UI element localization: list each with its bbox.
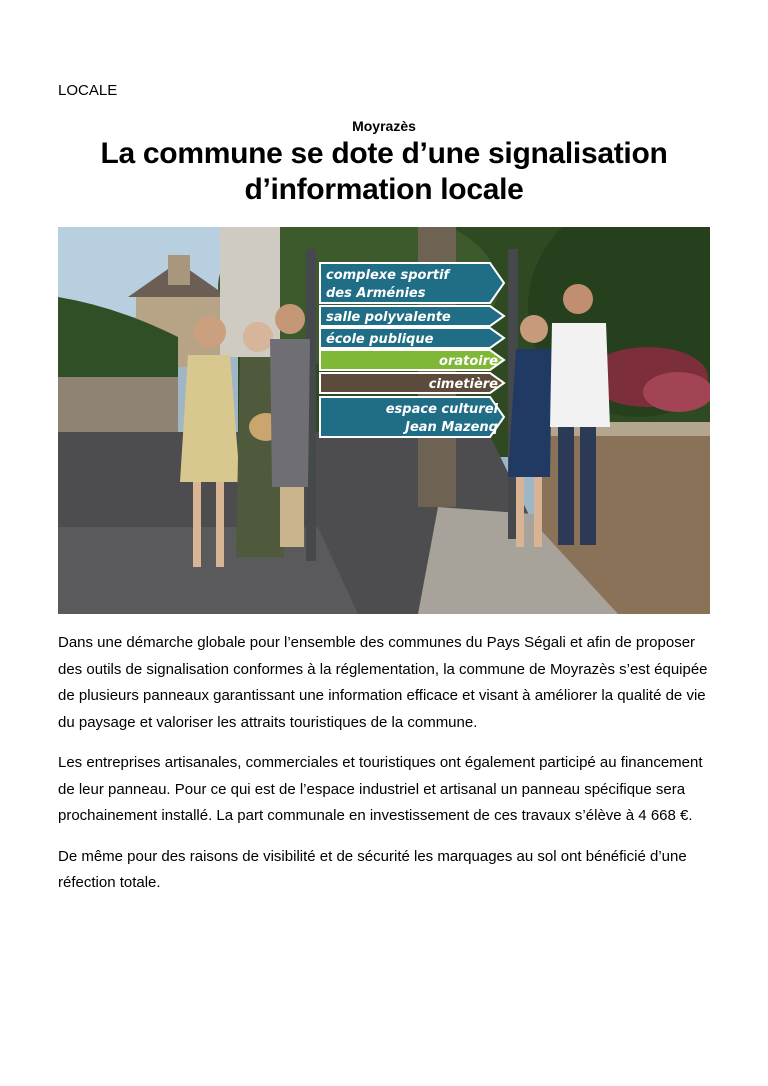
section-label: LOCALE xyxy=(58,82,118,99)
photo-illustration xyxy=(58,227,710,614)
sign-6-line-2: Jean Mazenq xyxy=(405,420,498,435)
sign-2-text: salle polyvalente xyxy=(326,310,451,325)
sign-ecole-publique xyxy=(320,328,504,348)
sign-complexe-sportif xyxy=(320,263,504,303)
sign-6-line-1: espace culturel xyxy=(385,402,498,417)
sign-salle-polyvalente xyxy=(320,306,504,326)
sign-3-text: école publique xyxy=(326,332,434,347)
paragraph-1: Dans une démarche globale pour l’ensemble des communes du Pays Ségali et afin de proposer des outils de signalisation conformes à la réglementation, la commune de Moyrazès s’est équipée de plusieurs panneaux garantissant une information efficace et visant à améliorer la qualité de vie du paysage et valoriser les attraits touristiques de la commune. xyxy=(58,634,708,731)
paragraph-3: De même pour des raisons de visibilité et de sécurité les marquages au sol ont bénéficié d’une réfection totale. xyxy=(58,847,687,891)
headline-line-1: La commune se dote d’une signalisation xyxy=(100,137,668,170)
sign-espace-culturel xyxy=(320,397,504,437)
sign-1-line-2: des Arménies xyxy=(326,286,426,301)
paragraph-2: Les entreprises artisanales, commerciales et touristiques ont également participé au financement de leur panneau. Pour ce qui est de l’espace industriel et artisanal un panneau spécifique sera prochainement installé. La part communale en investissement de ces travaux s’élève à 4 668 €. xyxy=(58,754,703,824)
sign-cimetiere xyxy=(320,373,504,393)
kicker-location: Moyrazès xyxy=(352,118,416,134)
sign-oratoire xyxy=(320,350,504,370)
sign-4-text: oratoire xyxy=(439,354,498,369)
sign-1-line-1: complexe sportif xyxy=(326,268,450,283)
article-photo xyxy=(58,227,710,614)
headline xyxy=(60,136,708,208)
sign-5-text: cimetière xyxy=(428,377,498,392)
headline-line-2: d’information locale xyxy=(244,173,524,206)
article-body xyxy=(58,630,718,911)
